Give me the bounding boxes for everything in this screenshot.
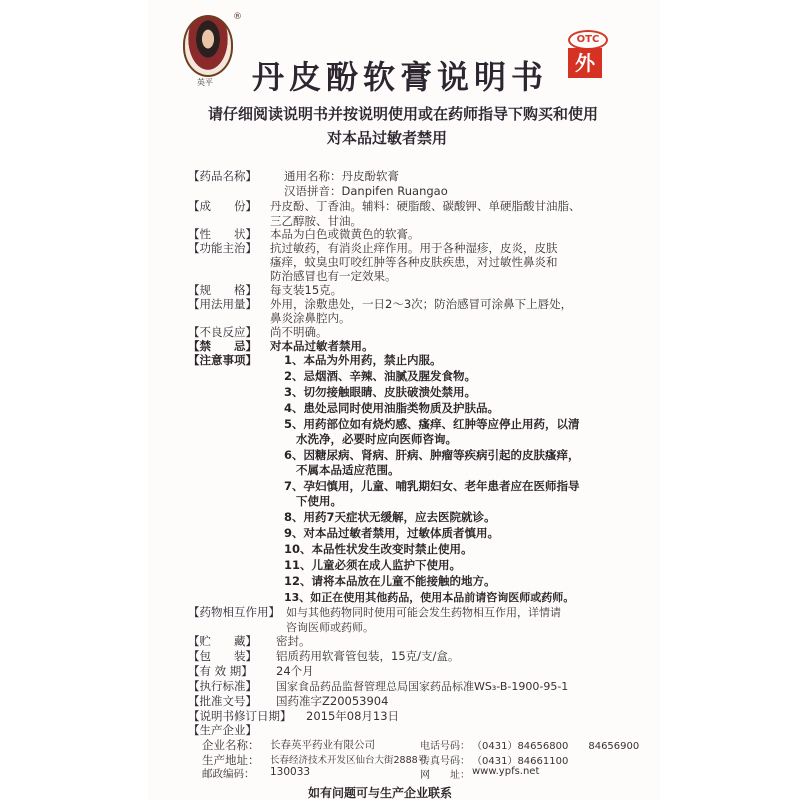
registered-mark: ® [233,12,242,22]
precaution-item: 13、如正在使用其他药品，使用本品前请咨询医师或药师。 [284,591,575,604]
precaution-item: 8、用药7天症状无缓解，应去医院就诊。 [284,510,496,524]
phone-text: （0431）84656800 84656900 [472,741,640,752]
usage-line-2: 鼻炎涂鼻腔内。 [270,311,351,325]
usage-line-1: 外用，涂敷患处，一日2～3次；防治感冒可涂鼻下上唇处， [270,297,573,311]
precaution-item: 5、用药部位如有烧灼感、瘙痒、红肿等应停止用药，以清 [284,417,580,431]
precaution-item: 11、儿童必须在成人监护下使用。 [284,558,462,572]
page-title: 丹皮酚软膏说明书 [252,58,549,96]
label-adverse: 【不良反应】 [188,325,257,339]
ingredients-line-2: 三乙醇胺、甘油。 [270,214,362,228]
logo-caption: 英平 [197,78,213,87]
phone-label: 电话号码： [420,741,470,752]
ingredients-line-1: 丹皮酚、丁香油。辅料：硬脂酸、碳酸钾、单硬脂酸甘油脂、 [270,199,581,213]
label-usage: 【用法用量】 [188,297,257,311]
spec-text: 每支装15克。 [270,283,343,297]
label-indications: 【功能主治】 [188,241,257,255]
indications-line-3: 防治感冒也有一定效果。 [270,269,397,283]
precaution-item: 2、忌烟酒、辛辣、油腻及腥发食物。 [284,369,476,383]
web-label: 网 址： [420,770,470,781]
company-label: 企业名称： [202,738,260,752]
label-precautions: 【注意事项】 [188,353,257,367]
interactions-line-1: 如与其他药物同时使用可能会发生药物相互作用，详情请 [286,606,561,619]
postcode-label: 邮政编码： [202,768,255,780]
postcode-text: 130033 [270,766,311,778]
indications-line-2: 瘙痒，蚊臭虫叮咬红肿等各种皮肤疾患，对过敏性鼻炎和 [270,255,558,269]
footer-contact-note: 如有问题可与生产企业联系 [308,786,453,800]
expiry-text: 24个月 [276,664,314,678]
address-label: 生产地址： [202,753,260,767]
precaution-item: 6、因糖尿病、肾病、肝病、肿瘤等疾病引起的皮肤瘙痒， [284,448,580,462]
label-properties: 【性 状】 [188,227,257,241]
label-standard: 【执行标准】 [188,679,257,693]
warning-line-2: 对本品过敏者禁用 [327,129,448,147]
label-manufacturer: 【生产企业】 [188,723,257,737]
standard-text: 国家食品药品监督管理总局国家药品标准WS₃-B-1900-95-1 [276,680,569,693]
precaution-item-cont: 下使用。 [296,494,342,508]
pinyin-name: 汉语拼音：Danpifen Ruangao [284,184,448,198]
label-approval: 【批准文号】 [188,694,257,708]
precaution-item: 7、孕妇慎用，儿童、哺乳期妇女、老年患者应在医师指导 [284,479,580,493]
fax-text: （0431）84661100 [472,756,569,767]
package-text: 铝质药用软膏管包装，15克/支/盒。 [276,649,460,663]
revision-date: 2015年08月13日 [306,709,400,723]
storage-text: 密封。 [276,634,311,648]
interactions-line-2: 咨询医师或药师。 [286,621,374,634]
otc-mark: OTC [568,30,608,50]
precaution-item: 4、患处忌同时使用油脂类物质及护肤品。 [284,401,499,415]
label-expiry: 【有 效 期】 [188,664,253,678]
precaution-item-cont: 水洗净，必要时应向医师咨询。 [296,432,457,446]
web-text: www.ypfs.net [472,766,540,777]
precaution-item: 9、对本品过敏者禁用，过敏体质者慎用。 [284,526,499,540]
indications-line-1: 抗过敏药，有消炎止痒作用。用于各种湿疹，皮炎，皮肤 [270,241,558,255]
label-contraindications: 【禁 忌】 [188,339,257,353]
precaution-item-cont: 不属本品适应范围。 [296,463,400,477]
label-ingredients: 【成 份】 [188,199,257,213]
precaution-item: 1、本品为外用药，禁止内服。 [284,353,442,367]
label-storage: 【贮 藏】 [188,634,257,648]
address-text: 长春经济技术开发区仙台大街2888号 [270,755,428,766]
properties-text: 本品为白色或微黄色的软膏。 [270,227,420,241]
label-revision-date: 【说明书修订日期】 [188,709,292,723]
label-drug-name: 【药品名称】 [188,169,257,183]
warning-line-1: 请仔细阅读说明书并按说明使用或在药师指导下购买和使用 [208,105,599,123]
label-interactions: 【药物相互作用】 [188,605,280,619]
precaution-item: 12、请将本品放在儿童不能接触的地方。 [284,574,496,588]
fax-label: 传真号码： [420,756,470,767]
label-package: 【包 装】 [188,649,257,663]
company-name: 长春英平药业有限公司 [270,739,375,751]
common-name: 通用名称：丹皮酚软膏 [284,169,399,183]
brand-logo-portrait [183,15,233,77]
label-spec: 【规 格】 [188,283,257,297]
precaution-item: 10、本品性状发生改变时禁止使用。 [284,542,473,556]
adverse-text: 尚不明确。 [270,325,328,339]
otc-category-badge: 外 [568,48,602,78]
precaution-item: 3、切勿接触眼睛、皮肤破溃处禁用。 [284,385,476,399]
approval-number: 国药准字Z20053904 [276,694,389,708]
contraindications-text: 对本品过敏者禁用。 [270,339,374,353]
